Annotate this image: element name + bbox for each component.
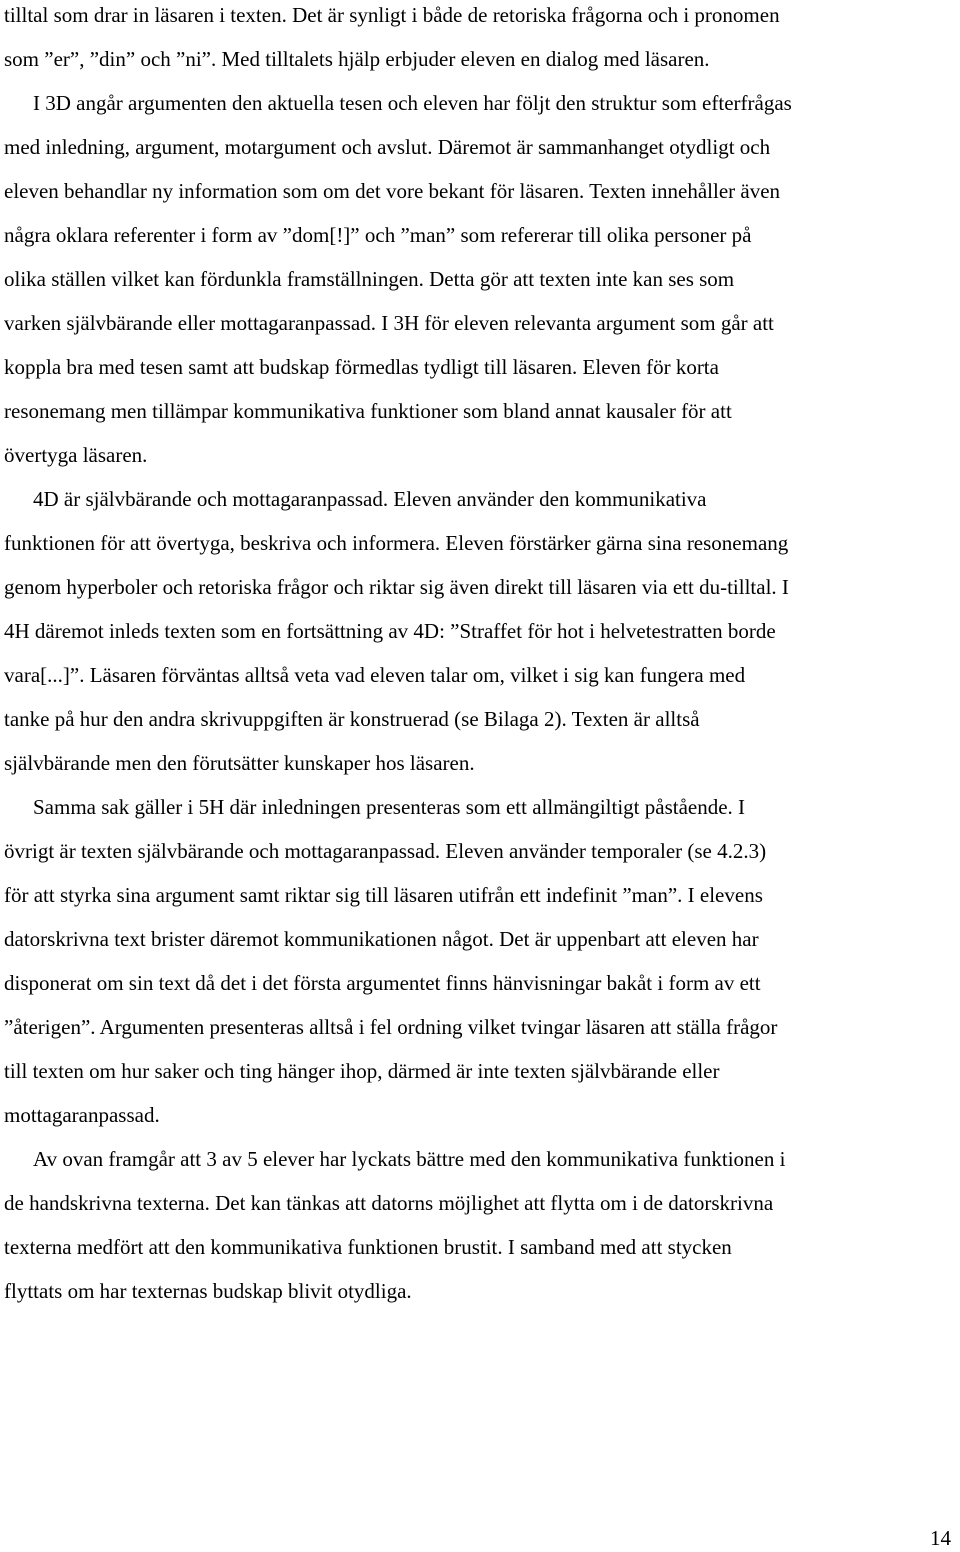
text-line: tilltal som drar in läsaren i texten. Det är synligt i både de retoriska frågorna och i pronomen	[4, 3, 780, 27]
text-line: funktionen för att övertyga, beskriva och informera. Eleven förstärker gärna sina resonemang	[4, 531, 789, 555]
text-line: ”återigen”. Argumenten presenteras alltså i fel ordning vilket tvingar läsaren att ställa frågor	[4, 1015, 778, 1039]
text-line: resonemang men tillämpar kommunikativa funktioner som bland annat kausaler för att	[4, 399, 732, 423]
text-line: olika ställen vilket kan fördunkla framställningen. Detta gör att texten inte kan ses som	[4, 267, 735, 291]
paragraph-start-line: 4D är självbärande och mottagaranpassad. Eleven använder den kommunikativa	[33, 487, 707, 511]
text-line: varken självbärande eller mottagaranpassad. I 3H för eleven relevanta argument som går att	[4, 311, 774, 335]
text-line: för att styrka sina argument samt riktar sig till läsaren utifrån ett indefinit ”man”. I elevens	[4, 883, 763, 907]
text-line: några oklara referenter i form av ”dom[!]” och ”man” som refererar till olika personer på	[4, 223, 752, 247]
text-line: övrigt är texten självbärande och mottagaranpassad. Eleven använder temporaler (se 4.2.3)	[4, 839, 767, 863]
text-line: till texten om hur saker och ting hänger ihop, därmed är inte texten självbärande eller	[4, 1059, 720, 1083]
paragraph-start-line: I 3D angår argumenten den aktuella tesen och eleven har följt den struktur som efterfrågas	[33, 91, 792, 115]
text-line: självbärande men den förutsätter kunskaper hos läsaren.	[4, 751, 475, 775]
paragraph-start-line: Av ovan framgår att 3 av 5 elever har lyckats bättre med den kommunikativa funktionen i	[33, 1147, 786, 1171]
text-line: disponerat om sin text då det i det första argumentet finns hänvisningar bakåt i form av ett	[4, 971, 761, 995]
text-line: tanke på hur den andra skrivuppgiften är konstruerad (se Bilaga 2). Texten är alltså	[4, 707, 700, 731]
text-line: vara[...]”. Läsaren förväntas alltså veta vad eleven talar om, vilket i sig kan fungera med	[4, 663, 746, 687]
text-line: de handskrivna texterna. Det kan tänkas att datorns möjlighet att flytta om i de datorskrivna	[4, 1191, 774, 1215]
text-line: koppla bra med tesen samt att budskap förmedlas tydligt till läsaren. Eleven för korta	[4, 355, 719, 379]
text-line: eleven behandlar ny information som om det vore bekant för läsaren. Texten innehåller även	[4, 179, 781, 203]
text-line: med inledning, argument, motargument och avslut. Däremot är sammanhanget otydligt och	[4, 135, 771, 159]
text-line: genom hyperboler och retoriska frågor och riktar sig även direkt till läsaren via ett du-tilltal. I	[4, 575, 789, 599]
page-number: 14	[930, 1526, 951, 1550]
text-line: texterna medfört att den kommunikativa funktionen brustit. I samband med att stycken	[4, 1235, 732, 1259]
text-line: datorskrivna text brister däremot kommunikationen något. Det är uppenbart att eleven har	[4, 927, 759, 951]
text-line: mottagaranpassad.	[4, 1103, 160, 1127]
paragraph-start-line: Samma sak gäller i 5H där inledningen presenteras som ett allmängiltigt påstående. I	[33, 795, 746, 819]
text-line: som ”er”, ”din” och ”ni”. Med tilltalets hjälp erbjuder eleven en dialog med läsaren.	[4, 47, 710, 71]
text-line: 4H däremot inleds texten som en fortsättning av 4D: ”Straffet för hot i helvetestratten borde	[4, 619, 776, 643]
text-line: övertyga läsaren.	[4, 443, 148, 467]
text-line: flyttats om har texternas budskap blivit otydliga.	[4, 1279, 412, 1303]
